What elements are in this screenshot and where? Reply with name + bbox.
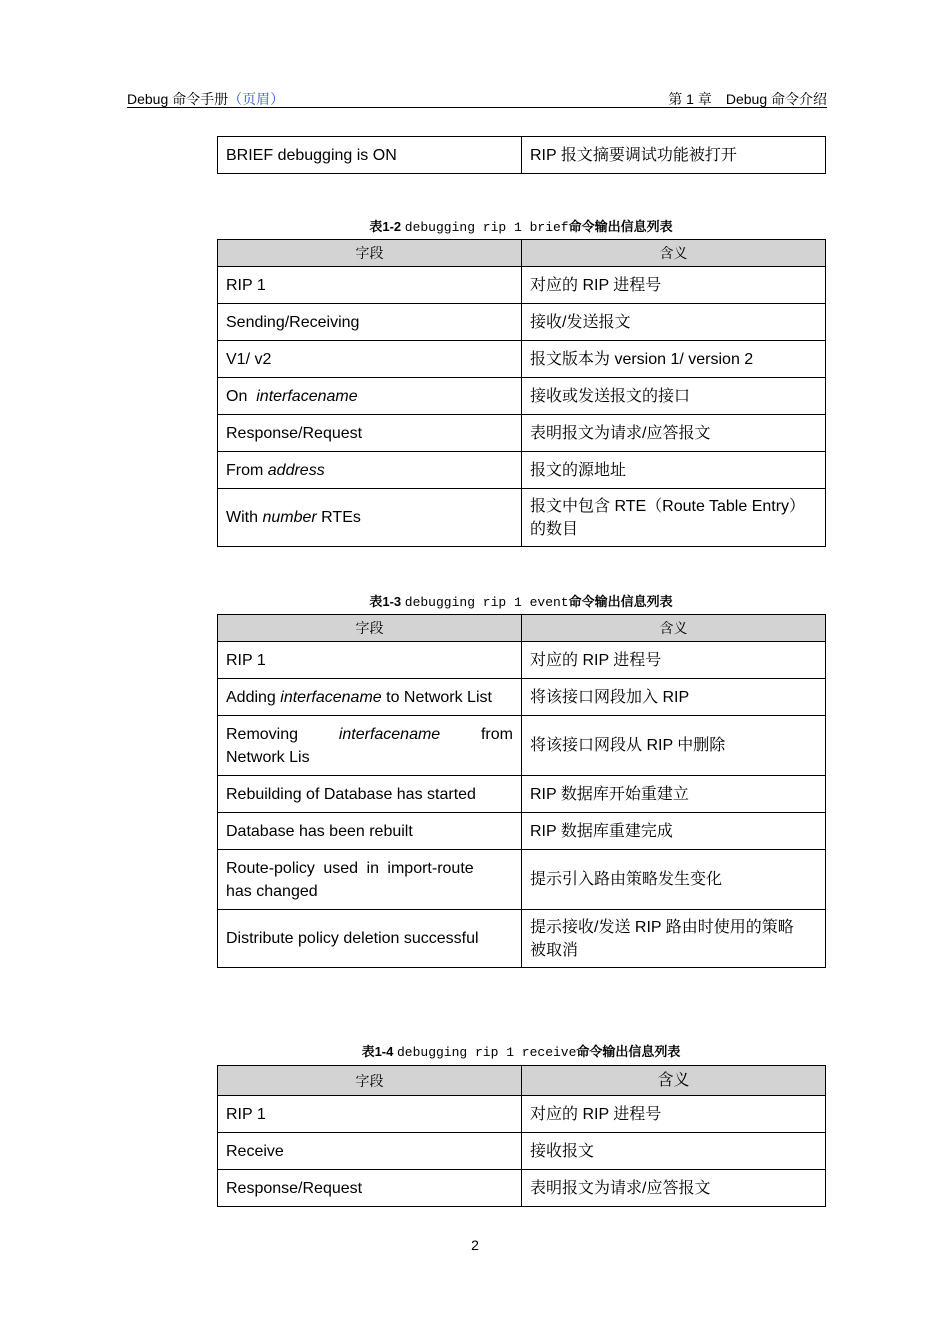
field-cell: Sending/Receiving xyxy=(218,304,522,341)
header-manual-title xyxy=(127,89,284,109)
caption-number: 表1-4 xyxy=(361,1044,394,1059)
caption-command: debugging rip 1 brief xyxy=(404,220,569,235)
table-row xyxy=(218,452,826,489)
meaning-cell: 对应的 RIP 进程号 xyxy=(522,1096,826,1133)
table-row xyxy=(218,341,826,378)
caption-text: 命令输出信息列表 xyxy=(568,594,673,609)
table-row xyxy=(218,1170,826,1207)
caption-command: debugging rip 1 event xyxy=(404,595,569,610)
field-cell: Removing interfacename from Network Lis xyxy=(218,716,522,776)
field-cell: Rebuilding of Database has started xyxy=(218,776,522,813)
field-cell: RIP 1 xyxy=(218,267,522,304)
table-1-2-caption xyxy=(217,216,825,235)
meaning-cell: 接收/发送报文 xyxy=(522,304,826,341)
table-row xyxy=(218,850,826,910)
meaning-cell: 对应的 RIP 进程号 xyxy=(522,642,826,679)
table-1-4-caption xyxy=(217,1041,825,1060)
meaning-cell: 接收报文 xyxy=(522,1133,826,1170)
table-row xyxy=(218,267,826,304)
meaning-cell: 提示接收/发送 RIP 路由时使用的策略 被取消 xyxy=(522,910,826,968)
table-1-4 xyxy=(217,1065,826,1207)
meaning-cell: 报文版本为 version 1/ version 2 xyxy=(522,341,826,378)
field-cell: RIP 1 xyxy=(218,642,522,679)
table-row xyxy=(218,910,826,968)
column-header-field: 字段 xyxy=(218,1066,522,1096)
field-cell: Response/Request xyxy=(218,415,522,452)
table-header-row xyxy=(218,1066,826,1096)
meaning-cell: 表明报文为请求/应答报文 xyxy=(522,1170,826,1207)
meaning-cell: 提示引入路由策略发生变化 xyxy=(522,850,826,910)
meaning-cell: 对应的 RIP 进程号 xyxy=(522,267,826,304)
column-header-field: 字段 xyxy=(218,240,522,267)
field-cell: On interfacename xyxy=(218,378,522,415)
column-header-meaning: 含义 xyxy=(522,1066,826,1096)
table-row xyxy=(218,304,826,341)
header-chapter-title: Debug 命令介绍 xyxy=(725,91,827,107)
meaning-cell: RIP 数据库重建完成 xyxy=(522,813,826,850)
caption-text: 命令输出信息列表 xyxy=(568,219,673,234)
column-header-meaning: 含义 xyxy=(522,240,826,267)
table-row xyxy=(218,642,826,679)
table-row xyxy=(218,776,826,813)
field-cell: From address xyxy=(218,452,522,489)
column-header-field: 字段 xyxy=(218,615,522,642)
table-row xyxy=(218,137,826,174)
caption-command: debugging rip 1 receive xyxy=(396,1045,577,1060)
meaning-cell: 报文中包含 RTE（Route Table Entry） 的数目 xyxy=(522,489,826,547)
table-row xyxy=(218,716,826,776)
page-header xyxy=(127,89,827,108)
table-row xyxy=(218,415,826,452)
field-cell: Distribute policy deletion successful xyxy=(218,910,522,968)
table-row xyxy=(218,1096,826,1133)
field-cell: With number RTEs xyxy=(218,489,522,547)
table-row xyxy=(218,813,826,850)
table-row xyxy=(218,1133,826,1170)
table-1-2 xyxy=(217,239,826,547)
table-continued xyxy=(217,136,826,174)
caption-number: 表1-2 xyxy=(369,219,402,234)
table-1-3 xyxy=(217,614,826,968)
table-header-row xyxy=(218,240,826,267)
meaning-cell: 将该接口网段从 RIP 中删除 xyxy=(522,716,826,776)
field-cell: Database has been rebuilt xyxy=(218,813,522,850)
meaning-cell: RIP 报文摘要调试功能被打开 xyxy=(522,137,826,174)
table-1-3-caption xyxy=(217,591,825,610)
field-cell: V1/ v2 xyxy=(218,341,522,378)
table-row xyxy=(218,679,826,716)
table-header-row xyxy=(218,615,826,642)
field-cell: BRIEF debugging is ON xyxy=(218,137,522,174)
meaning-cell: 表明报文为请求/应答报文 xyxy=(522,415,826,452)
field-cell: Response/Request xyxy=(218,1170,522,1207)
table-row xyxy=(218,378,826,415)
page-number: 2 xyxy=(471,1237,479,1253)
field-cell: Receive xyxy=(218,1133,522,1170)
field-cell: RIP 1 xyxy=(218,1096,522,1133)
caption-text: 命令输出信息列表 xyxy=(576,1044,681,1059)
caption-number: 表1-3 xyxy=(369,594,402,609)
header-chapter-number: 第 1 章 xyxy=(668,91,712,107)
meaning-cell: 报文的源地址 xyxy=(522,452,826,489)
meaning-cell: 将该接口网段加入 RIP xyxy=(522,679,826,716)
meaning-cell: RIP 数据库开始重建立 xyxy=(522,776,826,813)
field-cell: Route-policy used in import-route has changed xyxy=(218,850,522,910)
meaning-cell: 接收或发送报文的接口 xyxy=(522,378,826,415)
field-cell: Adding interfacename to Network List xyxy=(218,679,522,716)
header-manual-name: Debug 命令手册 xyxy=(127,91,229,107)
table-row xyxy=(218,489,826,547)
column-header-meaning: 含义 xyxy=(522,615,826,642)
header-manual-paren: （页眉） xyxy=(228,91,285,107)
header-chapter xyxy=(668,89,827,109)
